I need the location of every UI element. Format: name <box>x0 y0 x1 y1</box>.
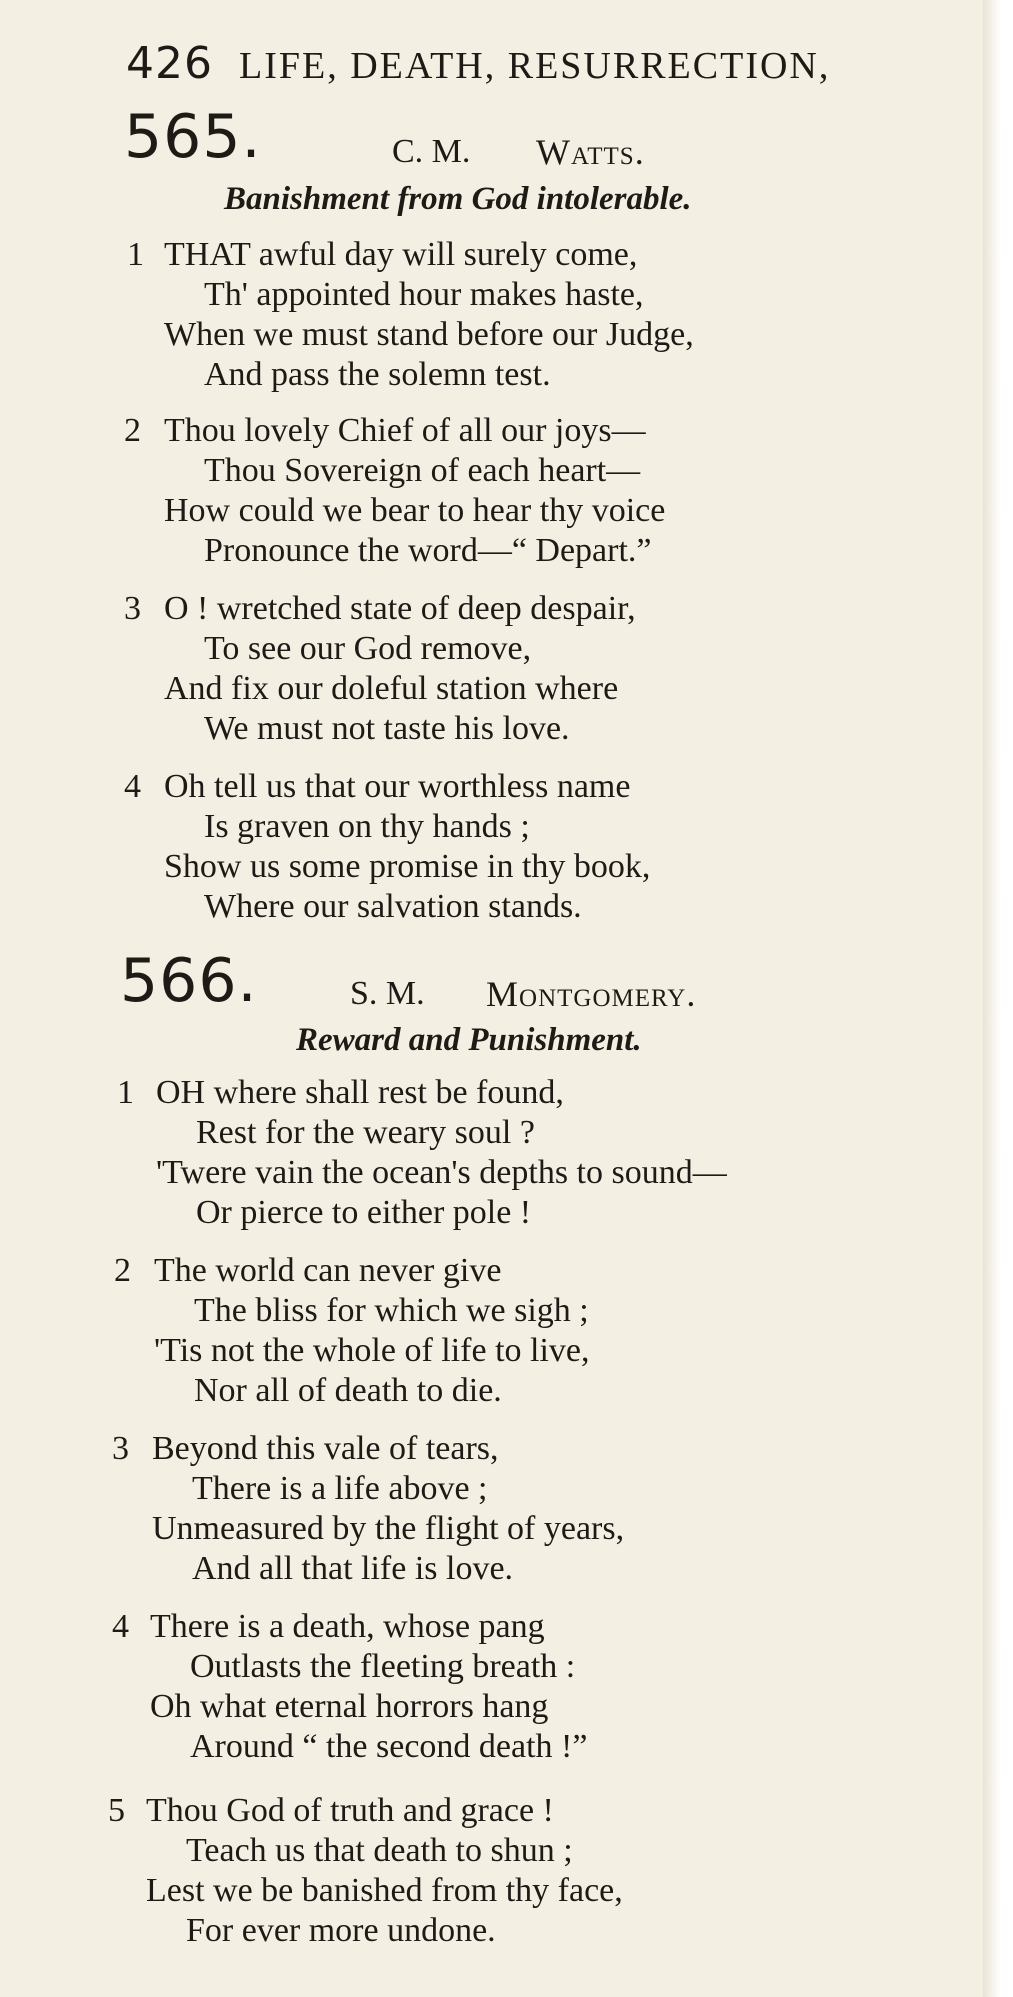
verse-number: 4 <box>124 768 141 805</box>
verse-line: For ever more undone. <box>186 1912 496 1949</box>
verse-line: Around “ the second death !” <box>190 1728 588 1765</box>
page-number: 426 <box>126 38 213 89</box>
verse-line: We must not taste his love. <box>204 710 570 747</box>
verse-number: 2 <box>114 1252 131 1289</box>
verse-line: The world can never give <box>154 1252 502 1289</box>
verse-line: O ! wretched state of deep despair, <box>164 590 636 627</box>
verse-line: Pronounce the word—“ Depart.” <box>204 532 652 569</box>
hymn-author: Watts. <box>536 132 645 172</box>
verse-line: There is a death, whose pang <box>150 1608 545 1645</box>
verse-line: Oh what eternal horrors hang <box>150 1688 549 1725</box>
verse-line: When we must stand before our Judge, <box>164 316 694 353</box>
hymn-meter: C. M. <box>392 133 471 170</box>
verse-line: Outlasts the fleeting breath : <box>190 1648 576 1685</box>
verse-line: And pass the solemn test. <box>204 356 551 393</box>
verse-line: Oh tell us that our worthless name <box>164 768 631 805</box>
verse-line: To see our God remove, <box>204 630 532 667</box>
verse-number: 4 <box>112 1608 129 1645</box>
running-header <box>126 38 830 89</box>
verse-line: Rest for the weary soul ? <box>196 1114 535 1151</box>
hymn-meter: S. M. <box>350 975 425 1012</box>
verse-line: Beyond this vale of tears, <box>152 1430 499 1467</box>
verse-line: Thou God of truth and grace ! <box>146 1792 554 1829</box>
verse-line: Show us some promise in thy book, <box>164 848 651 885</box>
verse-line: Th' appointed hour makes haste, <box>204 276 644 313</box>
hymn-title: Banishment from God intolerable. <box>224 181 692 217</box>
verse-number: 2 <box>124 412 141 449</box>
verse-line: The bliss for which we sigh ; <box>194 1292 589 1329</box>
hymn-number: 565. <box>124 102 262 172</box>
verse-line: How could we bear to hear thy voice <box>164 492 666 529</box>
verse-line: THAT awful day will surely come, <box>164 236 638 273</box>
verse-line: OH where shall rest be found, <box>156 1074 564 1111</box>
page-edge <box>983 0 1013 1997</box>
verse-line: Or pierce to either pole ! <box>196 1194 532 1231</box>
verse-line: 'Twere vain the ocean's depths to sound— <box>156 1154 727 1191</box>
hymn-title: Reward and Punishment. <box>296 1022 642 1058</box>
verse-line: Where our salvation stands. <box>204 888 582 925</box>
verse-line: Thou Sovereign of each heart— <box>204 452 641 489</box>
running-title: LIFE, DEATH, RESURRECTION, <box>238 45 831 87</box>
verse-number: 3 <box>112 1430 129 1467</box>
verse-line: And all that life is love. <box>192 1550 514 1587</box>
verse-line: There is a life above ; <box>192 1470 488 1507</box>
verse-number: 3 <box>124 590 141 627</box>
hymn-author: Montgomery. <box>486 974 697 1014</box>
hymn-number: 566. <box>120 946 258 1016</box>
verse-line: 'Tis not the whole of life to live, <box>154 1332 590 1369</box>
verse-line: Nor all of death to die. <box>194 1372 502 1409</box>
verse-line: Lest we be banished from thy face, <box>146 1872 623 1909</box>
verse-line: Teach us that death to shun ; <box>186 1832 573 1869</box>
verse-number: 1 <box>117 1074 134 1111</box>
verse-number: 1 <box>127 236 144 273</box>
verse-line: And fix our doleful station where <box>164 670 619 707</box>
verse-number: 5 <box>108 1792 125 1829</box>
verse-line: Unmeasured by the flight of years, <box>152 1510 625 1547</box>
verse-line: Thou lovely Chief of all our joys— <box>164 412 646 449</box>
verse-line: Is graven on thy hands ; <box>204 808 530 845</box>
